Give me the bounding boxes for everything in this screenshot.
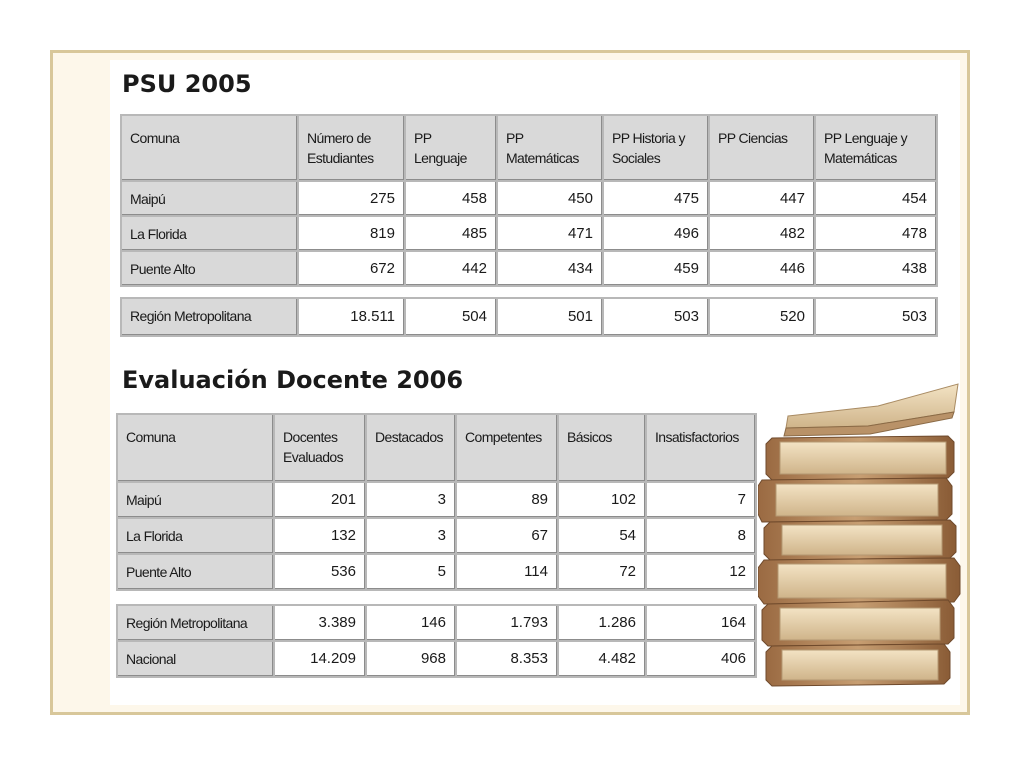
column-header: Competentes — [457, 415, 557, 481]
row-label: Nacional — [118, 642, 273, 676]
row-label: La Florida — [118, 519, 273, 553]
psu-region-table — [120, 297, 938, 337]
table-header-row — [118, 415, 755, 481]
table-cell: 819 — [299, 217, 404, 250]
table-cell: 8.353 — [457, 642, 557, 676]
table-cell: 406 — [647, 642, 755, 676]
table-header-row — [122, 116, 936, 180]
table-cell: 968 — [367, 642, 455, 676]
table-row — [122, 217, 936, 250]
column-header: Básicos — [559, 415, 645, 481]
column-header: PP Ciencias — [710, 116, 814, 180]
psu-table — [120, 114, 938, 287]
table-cell: 89 — [457, 483, 557, 517]
table-cell: 5 — [367, 555, 455, 589]
column-header: PP Lenguaje y Matemáticas — [816, 116, 936, 180]
book-stack-icon — [758, 382, 968, 687]
table-cell: 520 — [710, 299, 814, 335]
table-cell: 1.286 — [559, 606, 645, 640]
table-cell: 54 — [559, 519, 645, 553]
table-cell: 67 — [457, 519, 557, 553]
table-cell: 446 — [710, 252, 814, 285]
table-cell: 4.482 — [559, 642, 645, 676]
table-cell: 3 — [367, 519, 455, 553]
column-header: PP Historia y Sociales — [604, 116, 708, 180]
table-cell: 442 — [406, 252, 496, 285]
table-cell: 536 — [275, 555, 365, 589]
column-header: Comuna — [118, 415, 273, 481]
docente-table — [116, 413, 757, 591]
table-cell: 438 — [816, 252, 936, 285]
column-header: PP Lenguaje — [406, 116, 496, 180]
table-cell: 454 — [816, 182, 936, 215]
row-label: La Florida — [122, 217, 297, 250]
table-cell: 503 — [604, 299, 708, 335]
table-row — [122, 299, 936, 335]
table-cell: 12 — [647, 555, 755, 589]
table-cell: 132 — [275, 519, 365, 553]
table-cell: 114 — [457, 555, 557, 589]
table-cell: 102 — [559, 483, 645, 517]
row-label: Región Metropolitana — [122, 299, 297, 335]
table-cell: 478 — [816, 217, 936, 250]
row-label: Región Metropolitana — [118, 606, 273, 640]
table-cell: 471 — [498, 217, 602, 250]
table-cell: 434 — [498, 252, 602, 285]
table-cell: 485 — [406, 217, 496, 250]
table-cell: 1.793 — [457, 606, 557, 640]
table-cell: 501 — [498, 299, 602, 335]
table-cell: 504 — [406, 299, 496, 335]
table-cell: 18.511 — [299, 299, 404, 335]
row-label: Puente Alto — [122, 252, 297, 285]
table-row — [118, 483, 755, 517]
row-label: Maipú — [118, 483, 273, 517]
table-cell: 482 — [710, 217, 814, 250]
table-cell: 275 — [299, 182, 404, 215]
column-header: Docentes Evaluados — [275, 415, 365, 481]
table-row — [118, 519, 755, 553]
table-cell: 475 — [604, 182, 708, 215]
table-cell: 7 — [647, 483, 755, 517]
table-cell: 459 — [604, 252, 708, 285]
table-cell: 672 — [299, 252, 404, 285]
table-row — [122, 182, 936, 215]
column-header: Número de Estudiantes — [299, 116, 404, 180]
table-row — [118, 606, 755, 640]
table-cell: 3.389 — [275, 606, 365, 640]
column-header: Comuna — [122, 116, 297, 180]
row-label: Maipú — [122, 182, 297, 215]
psu-title: PSU 2005 — [122, 70, 252, 98]
column-header: PP Matemáticas — [498, 116, 602, 180]
table-cell: 3 — [367, 483, 455, 517]
column-header: Insatisfactorios — [647, 415, 755, 481]
table-cell: 458 — [406, 182, 496, 215]
table-cell: 503 — [816, 299, 936, 335]
table-row — [118, 555, 755, 589]
table-cell: 146 — [367, 606, 455, 640]
table-row — [122, 252, 936, 285]
docente-summary-table — [116, 604, 757, 678]
table-cell: 447 — [710, 182, 814, 215]
table-cell: 164 — [647, 606, 755, 640]
table-cell: 450 — [498, 182, 602, 215]
table-cell: 14.209 — [275, 642, 365, 676]
row-label: Puente Alto — [118, 555, 273, 589]
table-cell: 72 — [559, 555, 645, 589]
table-cell: 201 — [275, 483, 365, 517]
table-cell: 496 — [604, 217, 708, 250]
table-cell: 8 — [647, 519, 755, 553]
docente-title: Evaluación Docente 2006 — [122, 366, 464, 394]
column-header: Destacados — [367, 415, 455, 481]
table-row — [118, 642, 755, 676]
